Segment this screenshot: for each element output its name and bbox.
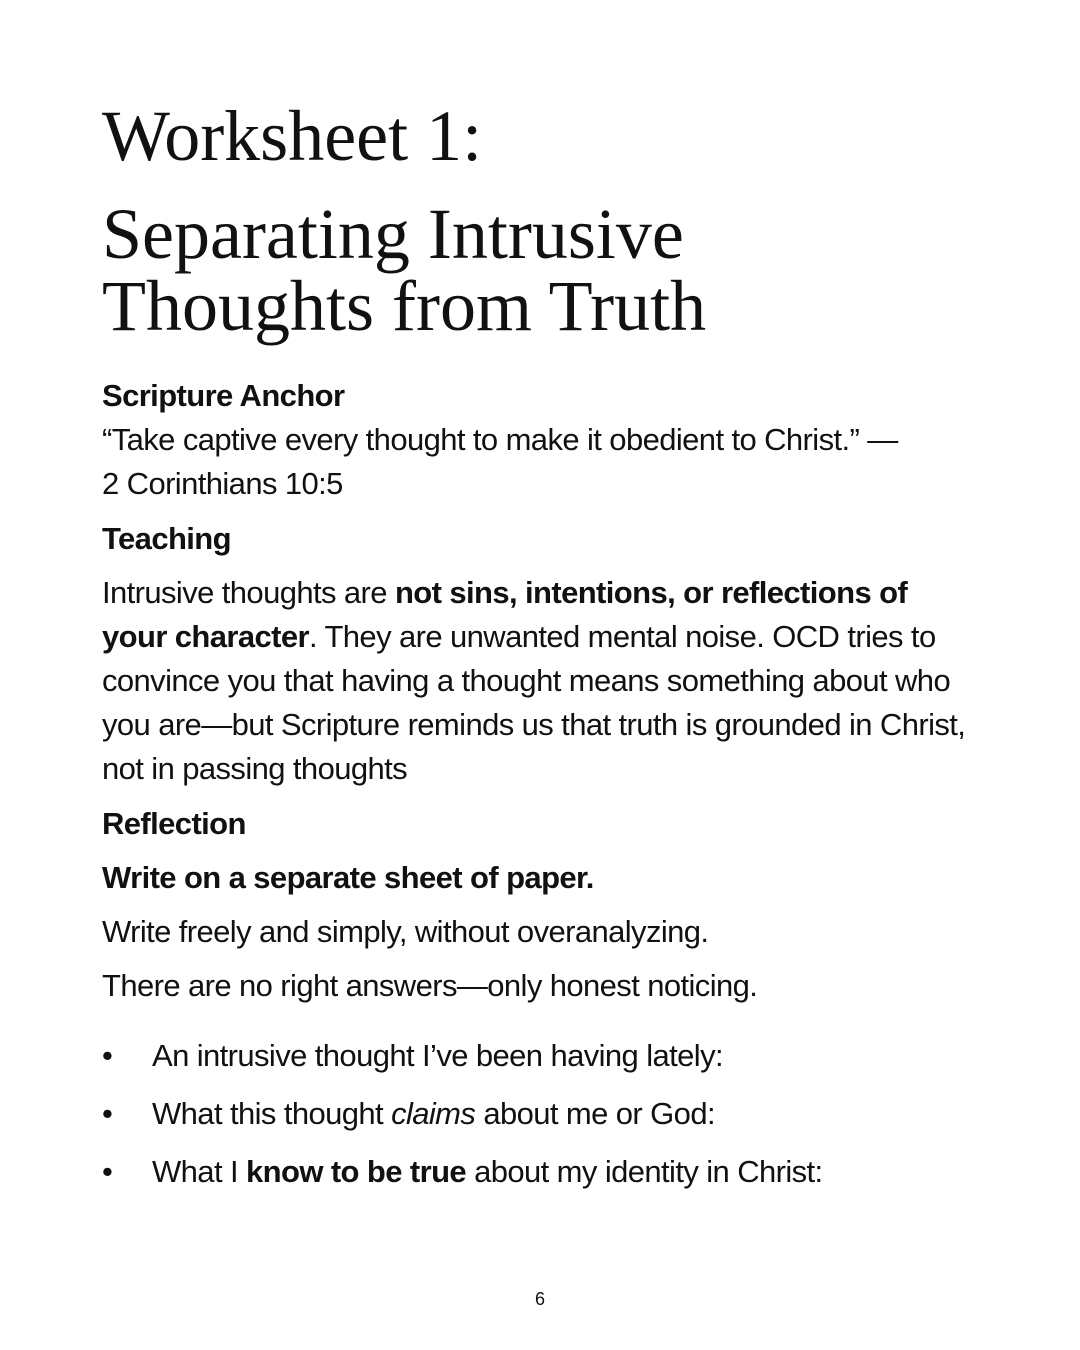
teaching-intro: Intrusive thoughts are bbox=[102, 575, 395, 610]
list-item bbox=[102, 1150, 972, 1208]
prompt-3-after: about my identity in Christ: bbox=[466, 1154, 823, 1189]
reflection-heading: Reflection bbox=[102, 806, 246, 841]
teaching-paragraph bbox=[102, 571, 972, 791]
reflection-prompts-list bbox=[102, 1034, 972, 1208]
scripture-quote bbox=[102, 418, 972, 506]
bullet-icon: • bbox=[102, 1154, 113, 1189]
prompt-3-bold: know to be true bbox=[246, 1154, 467, 1189]
page-number: 6 bbox=[534, 1289, 545, 1309]
reflection-note-2: There are no right answers—only honest noticing. bbox=[102, 968, 758, 1003]
prompt-identity-truth bbox=[152, 1150, 823, 1194]
scripture-reference: 2 Corinthians 10:5 bbox=[102, 466, 343, 501]
bullet-icon: • bbox=[102, 1096, 113, 1131]
bullet-icon: • bbox=[102, 1038, 113, 1073]
teaching-heading: Teaching bbox=[102, 521, 231, 556]
scripture-quote-text: “Take captive every thought to make it obedient to Christ.” — bbox=[102, 422, 898, 457]
prompt-3-before: What I bbox=[152, 1154, 246, 1189]
scripture-anchor-heading: Scripture Anchor bbox=[102, 378, 345, 413]
worksheet-title: Separating Intrusive Thoughts from Truth bbox=[102, 194, 707, 346]
prompt-intrusive-thought: An intrusive thought I’ve been having lately: bbox=[152, 1038, 723, 1073]
prompt-thought-claims bbox=[152, 1092, 715, 1136]
reflection-note-1: Write freely and simply, without overanalyzing. bbox=[102, 914, 709, 949]
reflection-instruction: Write on a separate sheet of paper. bbox=[102, 860, 594, 895]
prompt-2-after: about me or God: bbox=[475, 1096, 715, 1131]
list-item bbox=[102, 1092, 972, 1150]
teaching-emphasis: not sins, intentions, or reflections of your character bbox=[102, 575, 908, 654]
worksheet-title-number: Worksheet 1: bbox=[102, 96, 483, 176]
prompt-2-italic: claims bbox=[391, 1096, 476, 1131]
prompt-2-before: What this thought bbox=[152, 1096, 392, 1131]
list-item bbox=[102, 1034, 972, 1092]
teaching-body: . They are unwanted mental noise. OCD tries to convince you that having a thought means something about who you are—but Scripture reminds us that truth is grounded in Christ, not in passing thoughts bbox=[102, 619, 966, 786]
